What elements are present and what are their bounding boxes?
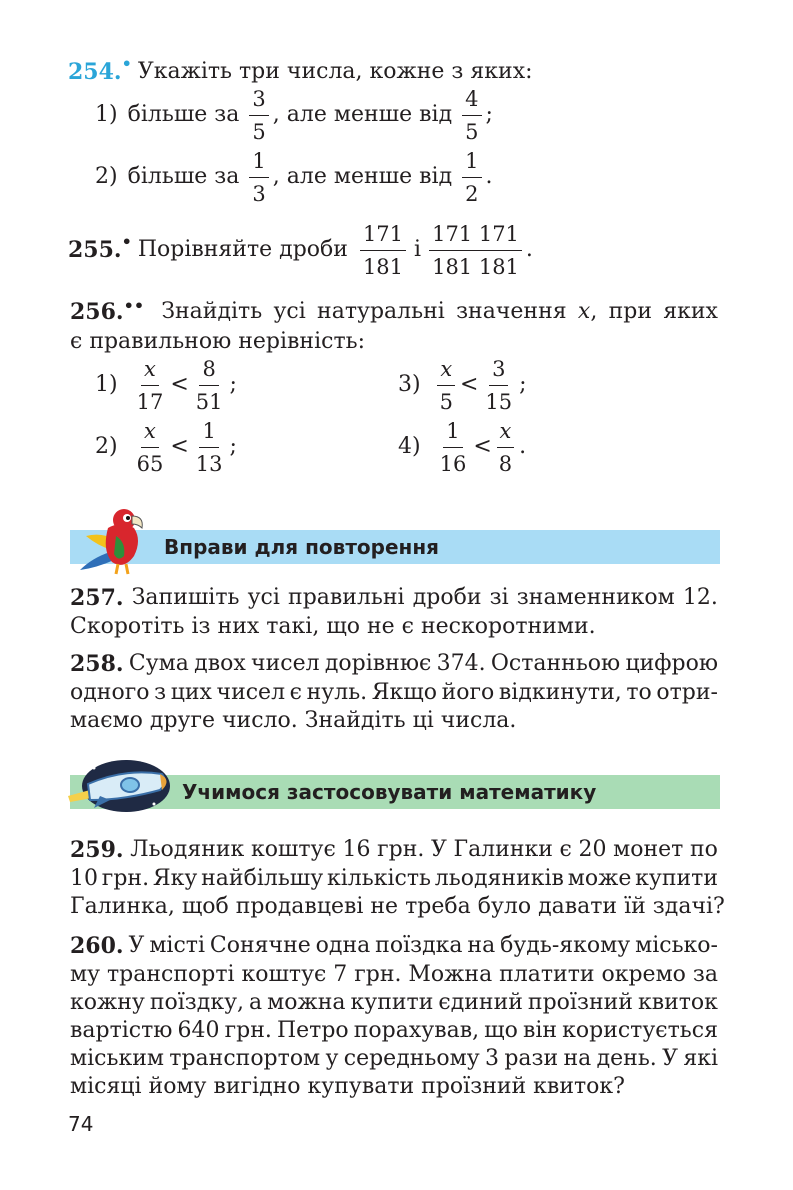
item-label: 2) bbox=[95, 164, 118, 189]
problem-number: 257. bbox=[70, 585, 124, 611]
item-label: 1) bbox=[95, 372, 118, 397]
problem-254-header bbox=[68, 54, 533, 86]
inequality-1 bbox=[95, 356, 237, 414]
page-number: 74 bbox=[68, 1112, 94, 1136]
text-line: 258. Сума двох чисел дорівнює 374. Останньою цифрою bbox=[70, 651, 718, 677]
item-label: 3) bbox=[398, 372, 421, 397]
problem-number: 255. bbox=[68, 237, 122, 263]
item-end: . bbox=[519, 434, 527, 459]
problem-number: 259. bbox=[70, 837, 124, 863]
problem-257 bbox=[70, 584, 718, 641]
item-text: більше за bbox=[127, 102, 240, 127]
item-end: . bbox=[485, 164, 493, 189]
problem-260 bbox=[70, 932, 718, 1101]
inequality-2 bbox=[95, 418, 237, 476]
fraction: $\frac{3}{5}$ bbox=[249, 87, 268, 144]
problem-254-item-1 bbox=[95, 86, 493, 144]
fraction: $\frac{171}{181}$ bbox=[360, 222, 406, 279]
item-end: ; bbox=[519, 372, 527, 397]
problem-end: . bbox=[525, 237, 533, 262]
item-end: ; bbox=[229, 372, 237, 397]
section-title: Учимося застосовувати математику bbox=[182, 780, 597, 804]
text-line: міським транспортом у середньому 3 рази на день. У які bbox=[70, 1046, 718, 1071]
item-label: 1) bbox=[95, 102, 118, 127]
text-line: маємо друге число. Знайдіть ці числа. bbox=[70, 708, 517, 733]
text-line: одного з цих чисел є нуль. Якщо його відкинути, то отри- bbox=[70, 680, 718, 705]
item-label: 4) bbox=[398, 434, 421, 459]
fraction: $\frac{x}{17}$ bbox=[136, 356, 164, 414]
fraction: $\frac{1}{3}$ bbox=[249, 149, 268, 206]
fraction: $\frac{x}{65}$ bbox=[136, 418, 164, 476]
text-line: 260. У місті Сонячне одна поїздка на будь-якому місько- bbox=[70, 933, 718, 959]
item-end: ; bbox=[485, 102, 493, 127]
fraction: $\frac{x}{8}$ bbox=[496, 419, 515, 476]
problem-254-item-2 bbox=[95, 148, 493, 206]
item-label: 2) bbox=[95, 434, 118, 459]
text-line: Скоротіть із них такі, що не є нескоротними. bbox=[70, 614, 596, 639]
text-line: 259. Льодяник коштує 16 грн. У Галинки є 20 монет по bbox=[70, 837, 718, 863]
text-line: кожну поїздку, а можна купити єдиний проїзний квиток bbox=[70, 990, 718, 1015]
fraction: $\frac{171 171}{181 181}$ bbox=[429, 222, 522, 279]
text-line: 10 грн. Яку найбільшу кількість льодяників може купити bbox=[70, 866, 718, 891]
problem-255 bbox=[68, 220, 533, 280]
parrot-icon bbox=[72, 506, 164, 578]
problem-259 bbox=[70, 836, 725, 921]
item-text: більше за bbox=[127, 164, 240, 189]
fraction: $\frac{1}{13}$ bbox=[195, 418, 223, 476]
text-line: му транспорті коштує 7 грн. Можна платити окремо за bbox=[70, 962, 718, 987]
text-line: 256.•• Знайдіть усі натуральні значення x, при яких bbox=[70, 296, 718, 325]
operator: < bbox=[170, 372, 189, 397]
section-banner-review bbox=[70, 530, 720, 564]
inequality-4 bbox=[398, 418, 526, 476]
operator: < bbox=[459, 372, 479, 397]
problem-number: 258. bbox=[70, 651, 124, 677]
fraction: $\frac{1}{16}$ bbox=[439, 418, 467, 476]
fraction: $\frac{4}{5}$ bbox=[462, 87, 481, 144]
variable: x bbox=[577, 299, 591, 324]
item-text: , але менше від bbox=[272, 164, 453, 189]
fraction: $\frac{3}{15}$ bbox=[485, 356, 513, 414]
problem-text: Порівняйте дроби bbox=[137, 237, 348, 262]
problem-number: 256. bbox=[70, 299, 124, 325]
problem-text: Укажіть три числа, кожне з яких: bbox=[137, 59, 533, 84]
difficulty-mark: • bbox=[121, 54, 132, 73]
operator: < bbox=[473, 434, 492, 459]
text-line: 257. Запишіть усі правильні дроби зі знаменником 12. bbox=[70, 585, 718, 611]
conjunction: і bbox=[414, 237, 422, 262]
problem-number: 254. bbox=[68, 59, 122, 85]
difficulty-mark: • bbox=[121, 232, 132, 251]
text-line: місяці йому вигідно купувати проїзний квиток? bbox=[70, 1074, 625, 1099]
problem-258 bbox=[70, 650, 718, 735]
difficulty-mark: •• bbox=[123, 296, 145, 315]
section-title: Вправи для повторення bbox=[164, 535, 440, 559]
inequality-3 bbox=[398, 356, 527, 414]
text-line: є правильною нерівність: bbox=[70, 329, 366, 354]
item-text: , але менше від bbox=[272, 102, 453, 127]
problem-number: 260. bbox=[70, 933, 124, 959]
rocket-icon bbox=[64, 756, 176, 816]
item-end: ; bbox=[229, 434, 237, 459]
problem-256 bbox=[70, 298, 718, 356]
operator: < bbox=[170, 434, 189, 459]
fraction: $\frac{x}{5}$ bbox=[437, 357, 456, 414]
fraction: $\frac{1}{2}$ bbox=[462, 149, 481, 206]
text-line: вартістю 640 грн. Петро порахував, що він користується bbox=[70, 1018, 718, 1043]
text-line: Галинка, щоб продавцеві не треба було давати їй здачі? bbox=[70, 894, 725, 919]
fraction: $\frac{8}{51}$ bbox=[195, 356, 223, 414]
